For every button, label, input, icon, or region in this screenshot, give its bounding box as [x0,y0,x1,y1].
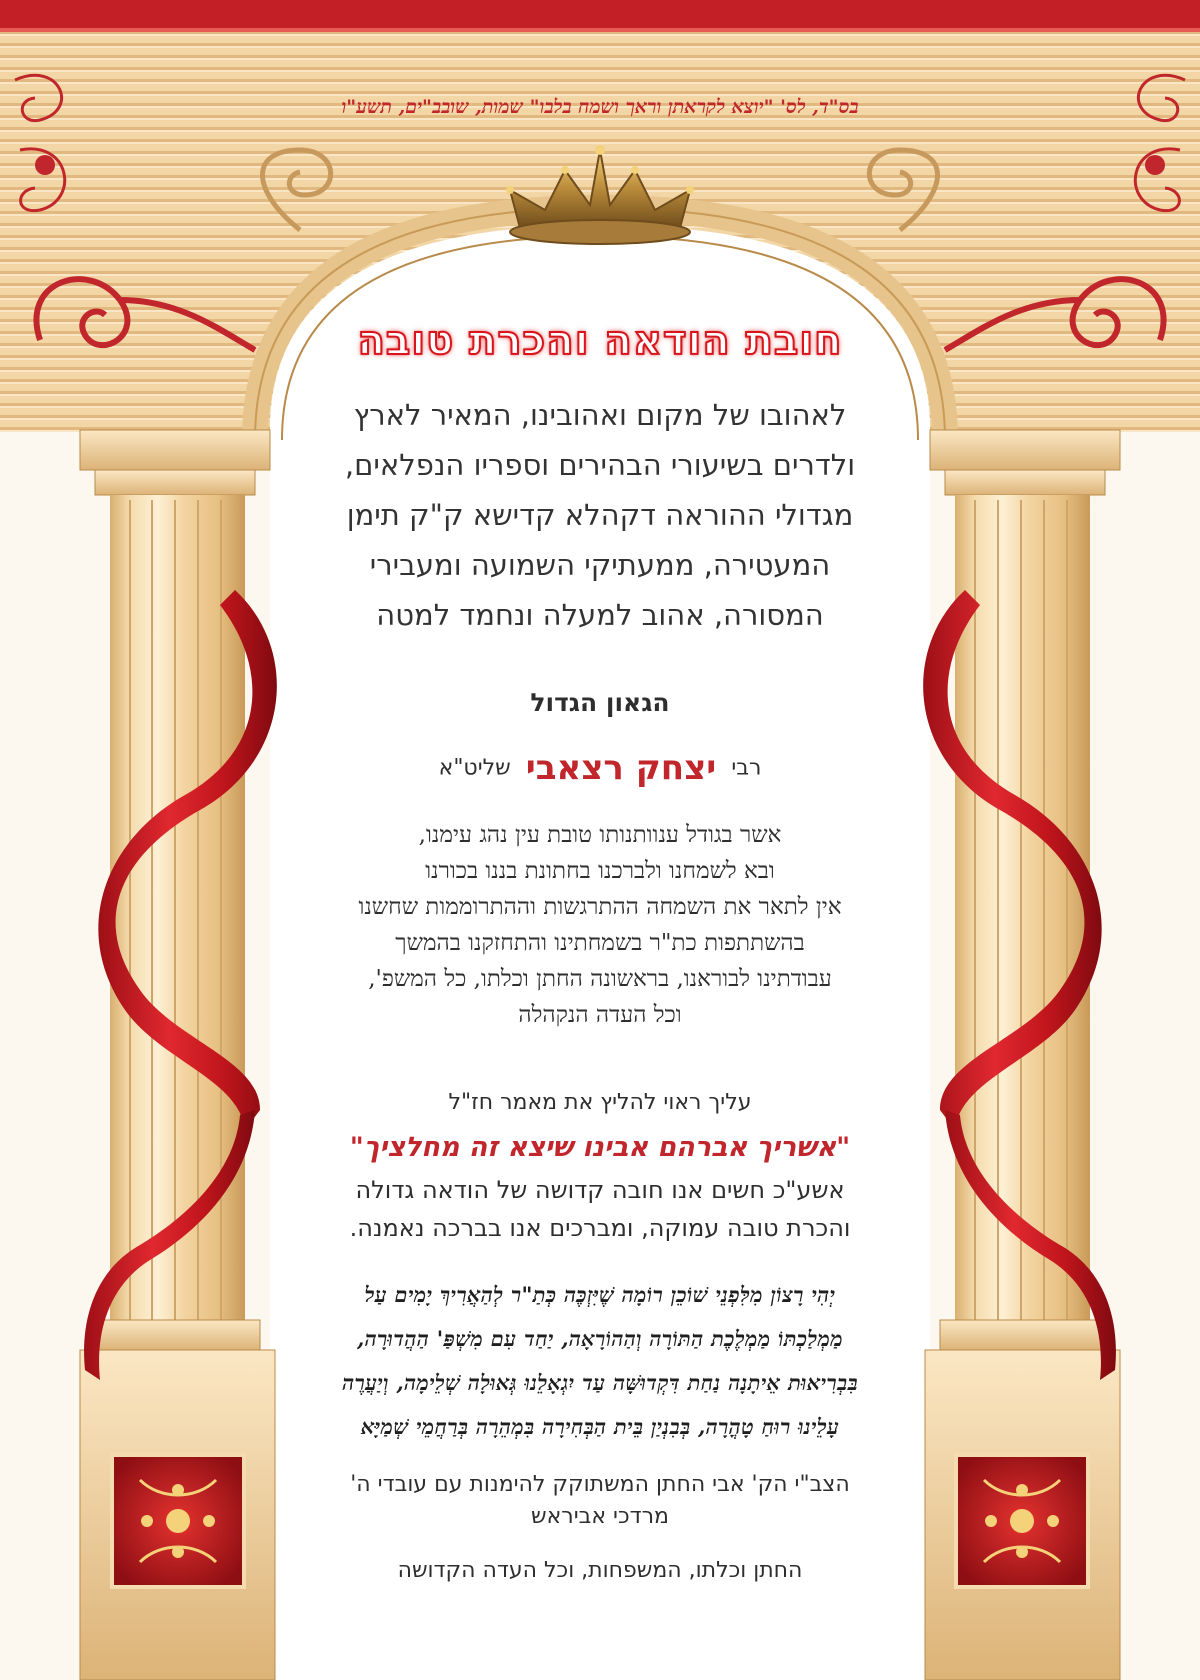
body-line: ובא לשמחנו ולברכנו בחתונת בננו בכורנו [425,858,775,884]
closing-line: החתן וכלתו, המשפחות, וכל העדה הקדושה [397,1558,803,1583]
duty-line: אשע"כ חשים אנו חובה קדושה של הודאה גדולה [355,1176,845,1204]
body-line: וכל העדה הנקהלה [518,1002,682,1028]
blessing-line: עָלֵינוּ רוּחַ טָהֳרָה, בְּבִנְיַן בֵּית הַבְּחִירָה בִּמְהֵרָה בְּרַחֲמֵי שְׁמַיָּא [360,1414,840,1439]
intro-line: המעטירה, ממעתיקי השמועה ומעבירי [369,548,831,582]
honoree-name: יצחק רצאבי [525,748,717,788]
body-line: אין לתאר את השמחה ההתרגשות וההתרוממות שחשנו [358,894,842,920]
honorific: רבי [731,755,762,781]
intro-line: מגדולי ההוראה דקהלא קדישא ק"ק תימן [346,498,854,532]
rank-title: הגאון הגדול [530,688,670,717]
duty-line: והכרת טובה עמוקה, ומברכים אנו בברכה נאמנה. [349,1214,851,1242]
page-title: חובת הודאה והכרת טובה [357,318,843,364]
intro-line: המסורה, אהוב למעלה ונחמד למטה [376,598,824,632]
body-line: אשר בגודל ענוותנותו טובת עין נהג עימנו, [418,822,782,848]
quote: "אשריך אברהם אבינו שיצא זה מחלציך" [349,1132,851,1163]
header-line: בס"ד, לס' "יוצא לקראתן וראך ושמח בלבו" שמות, שובב"ים, תשע"ו [341,96,859,118]
blessing-line: יְהִי רָצוֹן מִלִּפְנֵי שׁוֹכֵן רוֹמָה שֶׁיִּזְכֶּה כְּתַ"ר לְהַאֲרִיךְ יָמִים עַל [364,1282,836,1307]
body-line: עבודתינו לבוראנו, בראשונה החתן וכלתו, כל המשפ', [368,966,832,992]
honorific-suffix: שליט"א [438,755,511,781]
signature-line: הצב"י הק' אבי החתן המשתוקק להימנות עם עובדי ה' [350,1472,850,1497]
blessing-line: בִּבְרִיאוּת אֵיתָנָה נַחַת דִּקְדוּשָּׁה עַד יִגְאָלֵנוּ גְּאוּלָה שְׁלֵימָה, וְיַעֲרֶה [342,1370,858,1395]
honoree-name-line [0,748,1200,788]
body-line: בהשתתפות כת"ר בשמחתינו והתחזקנו בהמשך [395,930,805,956]
intro-line: ולדרים בשיעורי הבהירים וספריו הנפלאים, [344,448,856,482]
signer-name: מרדכי אביראש [531,1504,669,1529]
blessing-line: מַמְלַכְתּוֹ מַמְלֶכֶת הַתּוֹרָה וְהַהוֹרָאָה, יַחַד עִם מִשְׁפַּ' הַהֲדוּרָה, [356,1326,844,1351]
intro-line: לאהובו של מקום ואהובינו, המאיר לארץ [353,398,847,432]
quote-intro: עליך ראוי להליץ את מאמר חז"ל [448,1090,752,1115]
